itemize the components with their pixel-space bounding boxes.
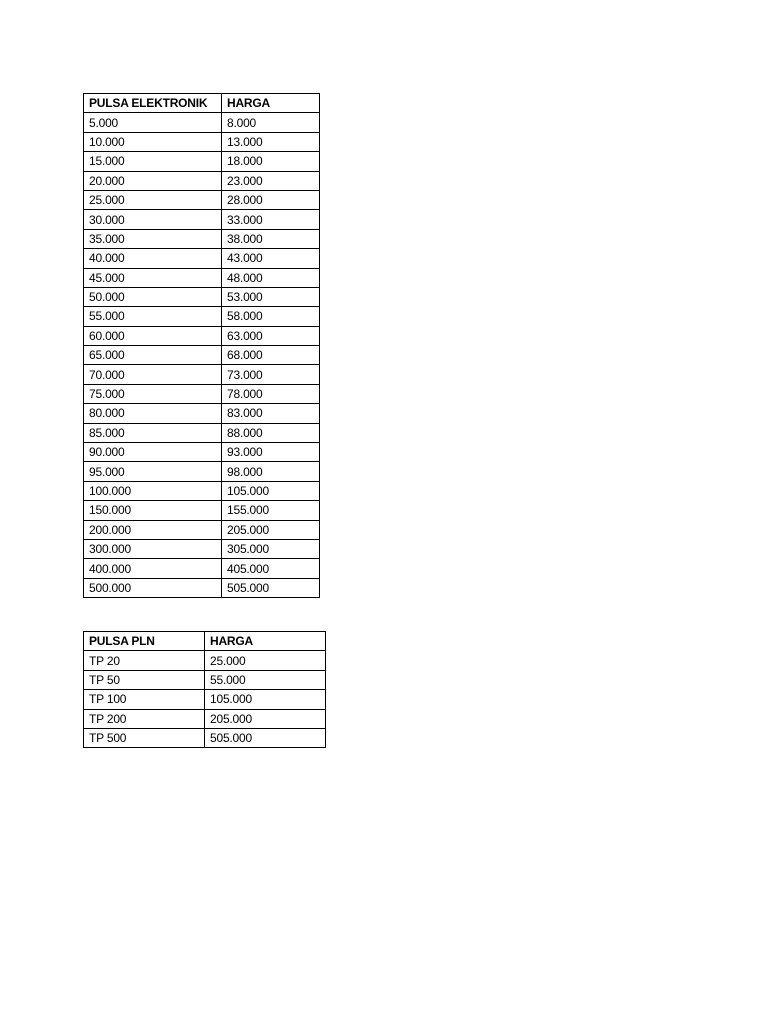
price-cell: 105.000 xyxy=(205,690,326,709)
table-row xyxy=(84,501,320,520)
table-row xyxy=(84,443,320,462)
price-cell: 83.000 xyxy=(222,404,320,423)
item-cell: 55.000 xyxy=(84,307,222,326)
item-cell: 95.000 xyxy=(84,462,222,481)
item-cell: 65.000 xyxy=(84,346,222,365)
item-cell: 45.000 xyxy=(84,268,222,287)
price-cell: 33.000 xyxy=(222,210,320,229)
item-cell: 500.000 xyxy=(84,578,222,597)
item-cell: 20.000 xyxy=(84,171,222,190)
price-cell: 98.000 xyxy=(222,462,320,481)
item-cell: 5.000 xyxy=(84,113,222,132)
price-cell: 505.000 xyxy=(205,728,326,747)
table-row xyxy=(84,404,320,423)
table-row xyxy=(84,365,320,384)
item-cell: 100.000 xyxy=(84,481,222,500)
item-cell: 70.000 xyxy=(84,365,222,384)
price-cell: 23.000 xyxy=(222,171,320,190)
item-cell: TP 200 xyxy=(84,709,205,728)
price-cell: 155.000 xyxy=(222,501,320,520)
price-cell: 63.000 xyxy=(222,326,320,345)
price-cell: 43.000 xyxy=(222,249,320,268)
item-cell: TP 20 xyxy=(84,651,205,670)
item-cell: 200.000 xyxy=(84,520,222,539)
table-row xyxy=(84,423,320,442)
item-cell: 10.000 xyxy=(84,132,222,151)
item-cell: 75.000 xyxy=(84,384,222,403)
table-row xyxy=(84,132,320,151)
table-row xyxy=(84,152,320,171)
table-row xyxy=(84,326,320,345)
table-row xyxy=(84,462,320,481)
item-cell: 25.000 xyxy=(84,190,222,209)
price-cell: 505.000 xyxy=(222,578,320,597)
item-cell: TP 500 xyxy=(84,728,205,747)
item-cell: 50.000 xyxy=(84,287,222,306)
price-cell: 88.000 xyxy=(222,423,320,442)
price-cell: 405.000 xyxy=(222,559,320,578)
price-cell: 28.000 xyxy=(222,190,320,209)
price-cell: 105.000 xyxy=(222,481,320,500)
table-row xyxy=(84,287,320,306)
column-header-pulsa-pln: PULSA PLN xyxy=(84,632,205,651)
table-row xyxy=(84,190,320,209)
column-header-pulsa-elektronik: PULSA ELEKTRONIK xyxy=(84,94,222,113)
item-cell: 60.000 xyxy=(84,326,222,345)
item-cell: 300.000 xyxy=(84,539,222,558)
item-cell: 400.000 xyxy=(84,559,222,578)
pulsa-elektronik-rows xyxy=(84,113,320,598)
item-cell: TP 50 xyxy=(84,670,205,689)
price-cell: 73.000 xyxy=(222,365,320,384)
item-cell: 80.000 xyxy=(84,404,222,423)
price-cell: 55.000 xyxy=(205,670,326,689)
price-cell: 53.000 xyxy=(222,287,320,306)
table-row xyxy=(84,481,320,500)
table-row xyxy=(84,210,320,229)
table-row xyxy=(84,728,326,747)
price-cell: 18.000 xyxy=(222,152,320,171)
item-cell: 40.000 xyxy=(84,249,222,268)
column-header-harga: HARGA xyxy=(205,632,326,651)
table-row xyxy=(84,520,320,539)
item-cell: 35.000 xyxy=(84,229,222,248)
price-cell: 93.000 xyxy=(222,443,320,462)
table-row xyxy=(84,384,320,403)
table-row xyxy=(84,249,320,268)
price-cell: 48.000 xyxy=(222,268,320,287)
item-cell: 15.000 xyxy=(84,152,222,171)
price-cell: 13.000 xyxy=(222,132,320,151)
item-cell: TP 100 xyxy=(84,690,205,709)
pulsa-pln-rows xyxy=(84,651,326,748)
price-cell: 58.000 xyxy=(222,307,320,326)
item-cell: 90.000 xyxy=(84,443,222,462)
item-cell: 85.000 xyxy=(84,423,222,442)
table-row xyxy=(84,709,326,728)
item-cell: 150.000 xyxy=(84,501,222,520)
table-row xyxy=(84,113,320,132)
price-cell: 78.000 xyxy=(222,384,320,403)
table-row xyxy=(84,670,326,689)
pulsa-elektronik-table xyxy=(83,93,320,598)
price-cell: 25.000 xyxy=(205,651,326,670)
pulsa-pln-table xyxy=(83,631,326,748)
table-row xyxy=(84,171,320,190)
table-row xyxy=(84,690,326,709)
item-cell: 30.000 xyxy=(84,210,222,229)
price-cell: 205.000 xyxy=(222,520,320,539)
table-row xyxy=(84,229,320,248)
table-row xyxy=(84,539,320,558)
table-row xyxy=(84,307,320,326)
column-header-harga: HARGA xyxy=(222,94,320,113)
table-row xyxy=(84,651,326,670)
table-header-row xyxy=(84,94,320,113)
price-cell: 205.000 xyxy=(205,709,326,728)
table-row xyxy=(84,346,320,365)
table-row xyxy=(84,578,320,597)
table-row xyxy=(84,559,320,578)
price-cell: 305.000 xyxy=(222,539,320,558)
table-header-row xyxy=(84,632,326,651)
price-cell: 38.000 xyxy=(222,229,320,248)
table-row xyxy=(84,268,320,287)
price-cell: 8.000 xyxy=(222,113,320,132)
price-cell: 68.000 xyxy=(222,346,320,365)
